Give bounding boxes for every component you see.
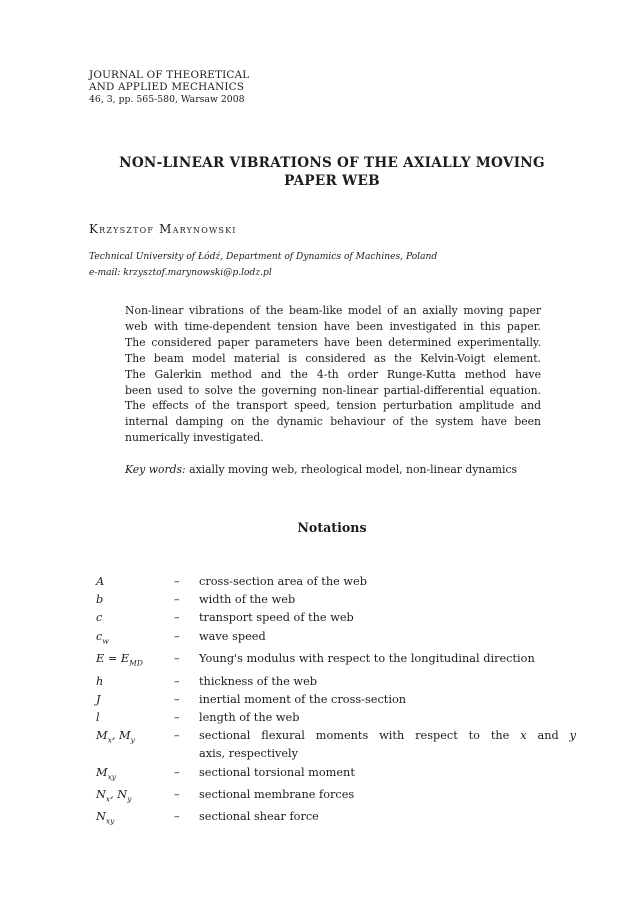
abstract-line: The considered paper parameters have been determined experimentally. xyxy=(125,335,541,349)
notation-row xyxy=(96,650,576,672)
abstract-line: been used to solve the governing non-linear partial-differential equation. xyxy=(125,383,541,397)
notation-symbol: $N_{xy}$ xyxy=(96,810,115,826)
notation-dash: – xyxy=(174,674,180,688)
notation-description-text: sectional torsional moment xyxy=(199,765,355,779)
notation-symbol: A xyxy=(96,575,105,588)
notation-symbol: h xyxy=(96,674,104,688)
notation-row xyxy=(96,691,576,709)
keywords-label: Key words: xyxy=(125,463,186,476)
notation-description-text: width of the web xyxy=(199,593,296,607)
keywords-text: axially moving web, rheological model, non-linear dynamics xyxy=(189,463,518,476)
author-email: e-mail: krzysztof.marynowski@p.lodz.pl xyxy=(89,268,272,278)
journal-reference: 46, 3, pp. 565-580, Warsaw 2008 xyxy=(89,94,245,105)
notation-description xyxy=(199,609,576,627)
notation-description-text: wave speed xyxy=(199,629,266,643)
abstract-line: numerically investigated. xyxy=(125,431,264,445)
notation-description xyxy=(199,673,576,691)
notation-description xyxy=(199,764,576,782)
notation-symbol: J xyxy=(96,692,101,706)
notation-dash: – xyxy=(174,593,180,607)
notation-symbol: $N_x$, $N_y$ xyxy=(96,787,132,804)
notation-dash: – xyxy=(174,575,180,588)
notation-dash: – xyxy=(174,765,180,779)
notation-row xyxy=(96,573,576,591)
abstract-line: The effects of the transport speed, tension perturbation amplitude and xyxy=(125,399,541,413)
notation-dash: – xyxy=(174,611,180,625)
title-line2: PAPER WEB xyxy=(284,173,380,189)
notation-dash: – xyxy=(174,652,180,666)
notation-row xyxy=(96,673,576,691)
journal-name-line1: JOURNAL OF THEORETICAL xyxy=(89,69,250,81)
notation-row xyxy=(96,709,576,727)
notation-description xyxy=(199,650,576,668)
notation-row xyxy=(96,727,576,763)
notation-symbol: b xyxy=(96,593,104,607)
abstract-line: internal damping on the dynamic behaviour of the system have been xyxy=(125,415,541,429)
notation-row xyxy=(96,609,576,627)
notation-row xyxy=(96,786,576,808)
notation-row xyxy=(96,808,576,830)
notation-dash: – xyxy=(174,787,180,801)
author-name: Krzysztof Marynowski xyxy=(89,222,237,236)
notation-description-text: sectional membrane forces xyxy=(199,787,355,801)
journal-name-line2: AND APPLIED MECHANICS xyxy=(89,81,245,93)
abstract-line: The Galerkin method and the 4-th order Runge-Kutta method have xyxy=(125,367,541,381)
notation-description-text: length of the web xyxy=(199,710,300,724)
notation-dash: – xyxy=(174,729,180,743)
notation-description-continuation: axis, respectively xyxy=(199,747,299,761)
title-line1: NON-LINEAR VIBRATIONS OF THE AXIALLY MOVING xyxy=(119,155,545,171)
notation-description xyxy=(199,727,576,763)
paper-title xyxy=(90,154,574,190)
notation-dash: – xyxy=(174,710,180,724)
notation-description xyxy=(199,691,576,709)
notation-description-text: Young's modulus with respect to the longitudinal direction xyxy=(199,652,535,666)
notations-list xyxy=(96,573,576,831)
author-affiliation: Technical University of Łódź, Department of Dynamics of Machines, Poland xyxy=(89,252,438,262)
notation-dash: – xyxy=(174,692,180,706)
notation-description-text: sectional flexural moments with respect to the x and y xyxy=(199,729,576,743)
notation-symbol: $M_x$, $M_y$ xyxy=(96,729,135,745)
notation-description-text: cross-section area of the web xyxy=(199,575,367,588)
notation-description-text: transport speed of the web xyxy=(199,611,354,625)
notation-symbol: c xyxy=(96,611,103,625)
notation-description xyxy=(199,786,576,804)
notation-dash: – xyxy=(174,810,180,824)
notations-heading: Notations xyxy=(297,520,367,535)
abstract-line: The beam model material is considered as the Kelvin-Voigt element. xyxy=(125,351,541,365)
abstract-line: web with time-dependent tension have been investigated in this paper. xyxy=(125,319,541,333)
notation-row xyxy=(96,628,576,650)
notation-description xyxy=(199,808,576,826)
abstract xyxy=(125,303,541,446)
notation-row xyxy=(96,764,576,786)
notation-description xyxy=(199,591,576,609)
notation-symbol: $c_w$ xyxy=(96,629,109,645)
notation-description-text: inertial moment of the cross-section xyxy=(199,692,407,706)
keywords xyxy=(125,463,555,476)
notation-description xyxy=(199,628,576,646)
notation-symbol: $M_{xy}$ xyxy=(96,765,117,781)
notation-description xyxy=(199,709,576,727)
notation-dash: – xyxy=(174,629,180,643)
notation-symbol: l xyxy=(96,710,100,724)
notation-row xyxy=(96,591,576,609)
abstract-line: Non-linear vibrations of the beam-like model of an axially moving paper xyxy=(125,304,541,317)
notation-description-text: thickness of the web xyxy=(199,674,317,688)
journal-header xyxy=(89,69,449,106)
notation-description-text: sectional shear force xyxy=(199,810,319,824)
notation-symbol: $E = E_{MD}$ xyxy=(96,652,143,668)
notation-description xyxy=(199,573,576,591)
